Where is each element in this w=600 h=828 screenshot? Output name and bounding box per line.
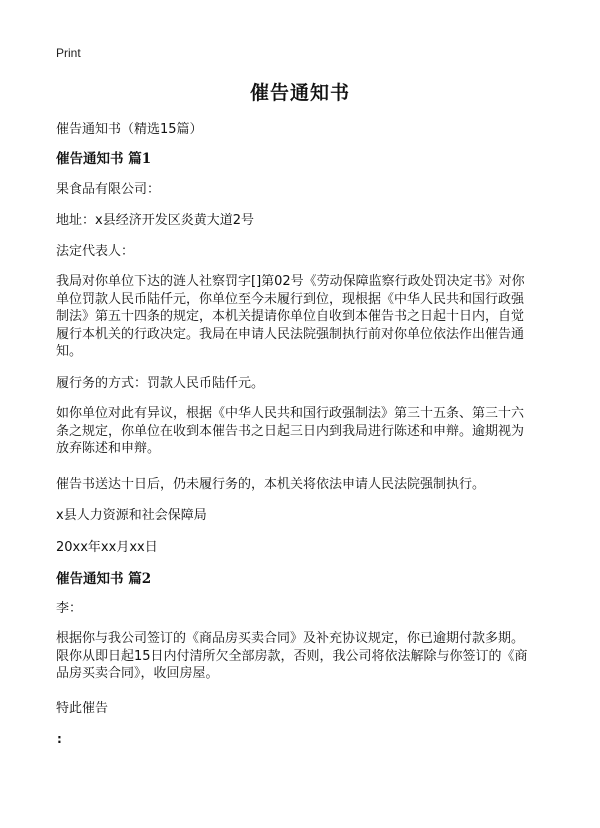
paragraph-line: 知。 — [56, 344, 83, 359]
page-title: 催告通知书 — [249, 82, 350, 104]
section-2-paragraph-1 — [56, 630, 548, 683]
print-label: Print — [56, 46, 81, 60]
section-1-date: 20xx年xx月xx日 — [56, 540, 158, 555]
section-1-organization: x县人力资源和社会保障局 — [56, 508, 207, 523]
section-2-heading: 催告通知书 篇2 — [56, 571, 152, 587]
paragraph-line: 条之规定，你单位在收到本催告书之日起三日内到我局进行陈述和申辩。逾期视为 — [56, 423, 525, 439]
trailing-mark: : — [57, 732, 62, 746]
paragraph-line: 根据你与我公司签订的《商品房买卖合同》及补充协议规定，你已逾期付款多期。 — [56, 631, 525, 646]
paragraph-line: 如你单位对此有异议，根据《中华人民共和国行政强制法》第三十五条、第三十六 — [56, 406, 525, 421]
section-1-paragraph-1 — [56, 273, 548, 361]
section-1-paragraph-3 — [56, 405, 548, 458]
paragraph-line: 我局对你单位下达的涟人社察罚字[]第02号《劳动保障监察行政处罚决定书》对你 — [56, 274, 525, 289]
paragraph-line: 品房买卖合同》，收回房屋。 — [56, 666, 219, 681]
section-2-salutation: 李： — [56, 601, 83, 616]
section-1-paragraph-4: 催告书送达十日后，仍未履行务的，本机关将依法申请人民法院强制执行。 — [56, 477, 486, 492]
section-1-company: 果食品有限公司： — [56, 182, 161, 197]
doc-subtitle: 催告通知书（精选15篇） — [56, 122, 203, 137]
paragraph-line: 制法》第五十四条的规定，本机关提请你单位自收到本催告书之日起十日内，自觉 — [56, 309, 525, 324]
section-1-address: 地址：x县经济开发区炎黄大道2号 — [56, 213, 254, 228]
paragraph-line: 履行本机关的行政决定。我局在申请人民法院强制执行前对你单位依法作出催告通 — [56, 326, 525, 342]
section-1-heading: 催告通知书 篇1 — [56, 151, 152, 167]
section-2-closing: 特此催告 — [56, 701, 109, 716]
paragraph-line: 限你从即日起15日内付清所欠全部房款，否则，我公司将依法解除与你签订的《商 — [56, 648, 528, 664]
section-1-legal-rep: 法定代表人： — [56, 244, 135, 259]
paragraph-line: 放弃陈述和申辩。 — [56, 441, 161, 456]
paragraph-line: 单位罚款人民币陆仟元，你单位至今未履行到位，现根据《中华人民共和国行政强 — [56, 291, 525, 307]
section-1-paragraph-2: 履行务的方式：罚款人民币陆仟元。 — [56, 376, 265, 391]
